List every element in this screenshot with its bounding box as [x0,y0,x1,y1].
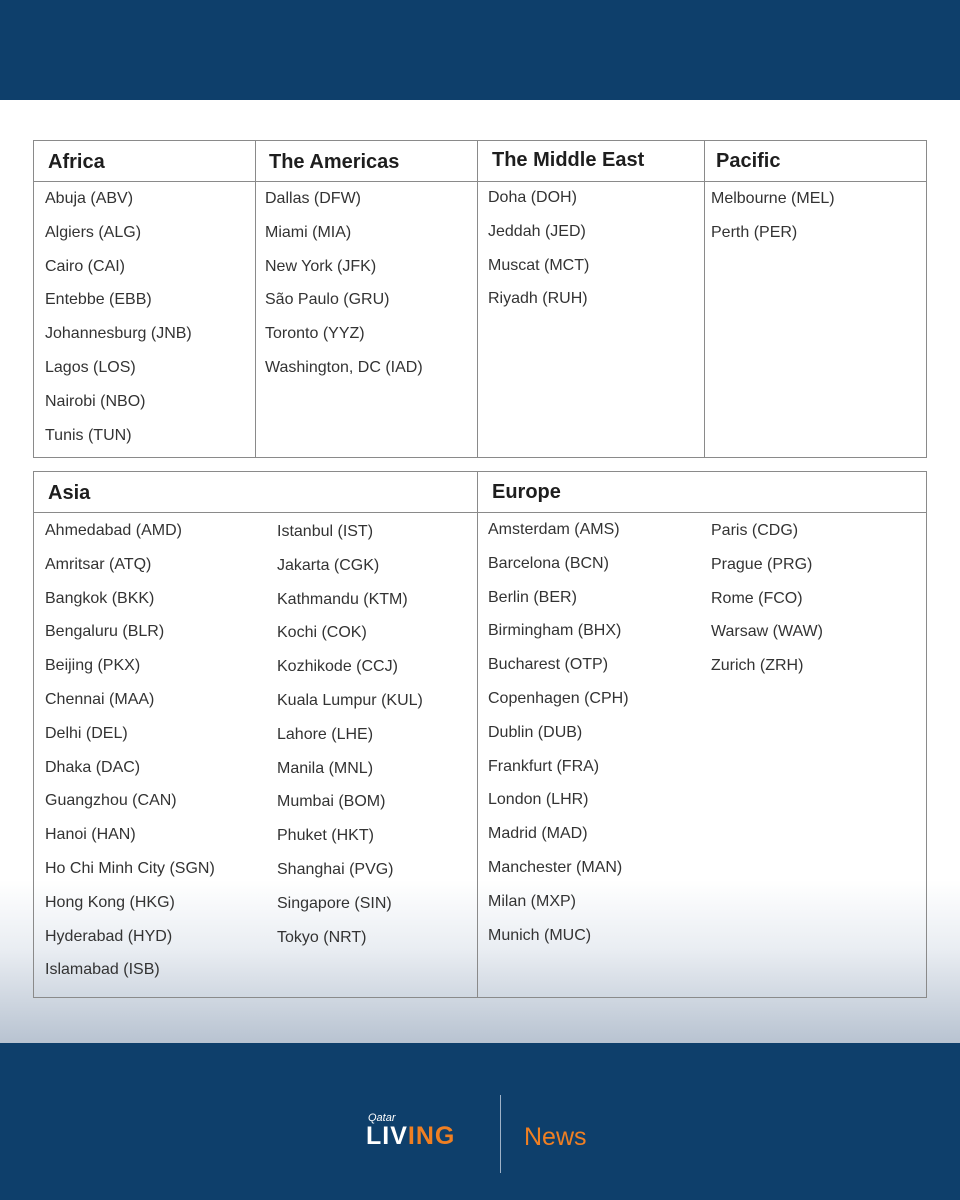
destination-item: Ahmedabad (AMD) [45,522,182,539]
destination-item: Tokyo (NRT) [277,928,367,946]
destination-item: Rome (FCO) [711,589,803,607]
list-asia-left [45,521,215,994]
list-pacific [711,189,835,257]
destination-item: Nairobi (NBO) [45,392,146,410]
destination-item: Madrid (MAD) [488,825,588,843]
heading-europe: Europe [492,481,561,503]
destination-item: Phuket (HKT) [277,827,374,845]
destination-item: Milan (MXP) [488,892,577,910]
destination-item: Hyderabad (HYD) [45,927,173,945]
destination-item: Barcelona (BCN) [488,554,609,572]
destination-item: Islamabad (ISB) [45,961,160,979]
destination-item: Dhaka (DAC) [45,758,141,776]
destination-item: Manila (MNL) [277,759,374,777]
list-europe-left [488,520,629,959]
destination-item: Shanghai (PVG) [277,860,394,878]
destinations-table-asia-europe [33,471,927,998]
destination-item: Bucharest (OTP) [488,656,609,674]
destination-item: Delhi (DEL) [45,724,128,742]
table-header-row [34,472,926,513]
destination-item: Dallas (DFW) [265,190,361,207]
heading-americas: The Americas [269,151,400,173]
destination-item: Abuja (ABV) [45,190,134,207]
qatar-living-logo [366,1112,476,1152]
footer-divider [500,1095,501,1173]
destination-item: Johannesburg (JNB) [45,325,192,343]
destination-item: Amritsar (ATQ) [45,555,152,573]
destination-item: Munich (MUC) [488,926,592,944]
news-label: News [524,1123,587,1151]
destination-item: Algiers (ALG) [45,223,142,241]
destination-item: Doha (DOH) [488,189,577,206]
destination-item: Zurich (ZRH) [711,657,804,675]
destination-item: Cairo (CAI) [45,257,126,275]
table-header-row [34,141,926,182]
destination-item: Hanoi (HAN) [45,826,136,844]
destination-item: Copenhagen (CPH) [488,689,629,707]
footer-band [0,1043,960,1200]
list-europe-right [711,521,823,690]
destination-item: Lagos (LOS) [45,358,136,376]
destination-item: Lahore (LHE) [277,725,374,743]
destination-item: Amsterdam (AMS) [488,521,620,538]
destination-item: Singapore (SIN) [277,894,392,912]
destination-item: Perth (PER) [711,223,798,241]
heading-pacific: Pacific [716,150,781,172]
destination-item: São Paulo (GRU) [265,291,390,309]
destination-item: Kuala Lumpur (KUL) [277,691,423,709]
destination-item: Mumbai (BOM) [277,793,386,811]
column-divider [704,141,705,457]
destination-item: Guangzhou (CAN) [45,792,177,810]
destination-item: Manchester (MAN) [488,858,623,876]
destination-item: Miami (MIA) [265,223,352,241]
list-africa [45,189,192,459]
column-divider [477,472,478,997]
destination-item: Warsaw (WAW) [711,623,823,641]
destination-item: Bengaluru (BLR) [45,623,165,641]
list-middle-east [488,188,589,323]
list-americas [265,189,423,392]
destination-item: Tunis (TUN) [45,426,132,444]
column-divider [255,141,256,457]
header-band [0,0,960,100]
destination-item: Washington, DC (IAD) [265,358,423,376]
destination-item: Kozhikode (CCJ) [277,658,398,676]
heading-africa: Africa [48,151,105,173]
logo-main-text: LIVING [366,1122,456,1150]
logo-small-text: Qatar [368,1112,396,1124]
destination-item: Hong Kong (HKG) [45,893,175,911]
destination-item: Jakarta (CGK) [277,556,380,574]
column-divider [477,141,478,457]
destination-item: Toronto (YYZ) [265,325,365,343]
destination-item: Berlin (BER) [488,588,577,606]
destination-item: Paris (CDG) [711,522,799,539]
heading-asia: Asia [48,482,91,504]
destination-item: Dublin (DUB) [488,723,583,741]
destination-item: Istanbul (IST) [277,523,374,540]
destination-item: Muscat (MCT) [488,256,590,274]
destination-item: Ho Chi Minh City (SGN) [45,859,215,877]
destination-item: New York (JFK) [265,257,377,275]
destinations-table-regions [33,140,927,458]
destination-item: Bangkok (BKK) [45,589,155,607]
destination-item: Birmingham (BHX) [488,622,622,640]
destination-item: Entebbe (EBB) [45,291,152,309]
destination-item: Jeddah (JED) [488,222,586,240]
destination-item: Frankfurt (FRA) [488,757,600,775]
destination-item: Riyadh (RUH) [488,290,588,308]
destination-item: Kochi (COK) [277,624,367,642]
destination-item: Chennai (MAA) [45,690,155,708]
destination-item: Beijing (PKX) [45,657,141,675]
destination-item: Melbourne (MEL) [711,190,835,207]
list-asia-right [277,522,423,961]
heading-middle-east: The Middle East [492,149,645,171]
destination-item: Prague (PRG) [711,555,813,573]
destination-item: London (LHR) [488,791,589,809]
destination-item: Kathmandu (KTM) [277,590,408,608]
